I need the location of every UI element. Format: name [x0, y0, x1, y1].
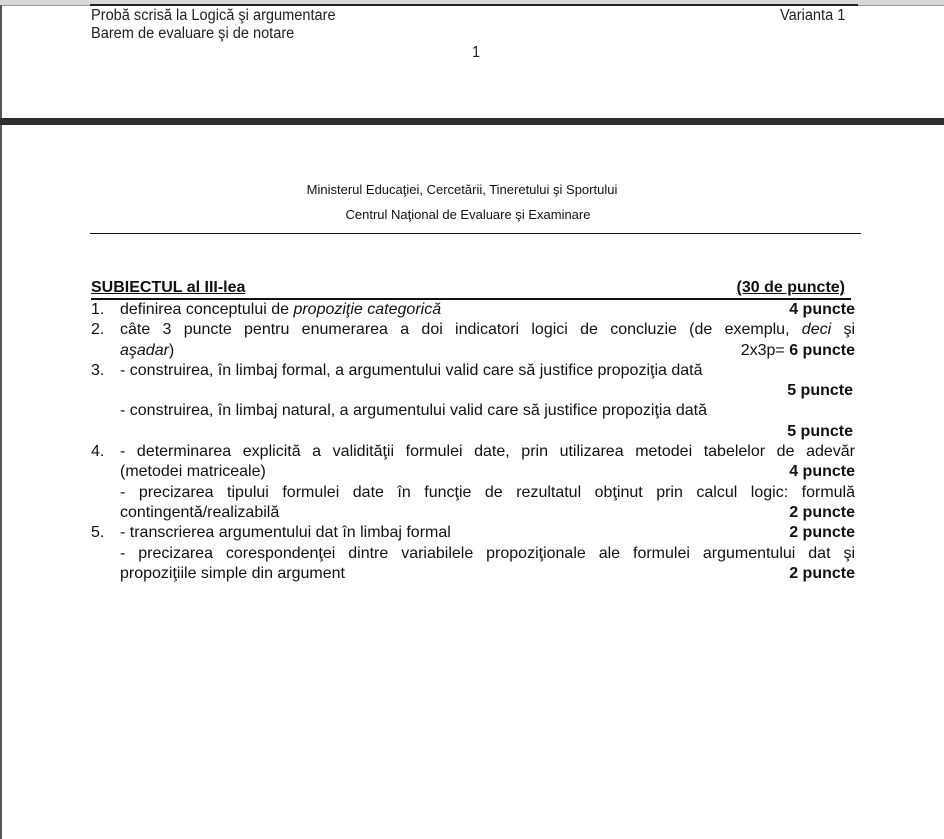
item-subtext-cont: (metodei matriceale): [120, 463, 266, 481]
item-subtext: - transcrierea argumentului dat în limbaj formal: [120, 524, 451, 542]
item-number: 5.: [91, 524, 105, 542]
exam-title: Probă scrisă la Logică şi argumentare: [91, 7, 336, 24]
item-subtext-cont: contingentă/realizabilă: [120, 503, 280, 521]
item-subtext: - construirea, în limbaj natural, a argumentului valid care să justifice propoziţia dată: [120, 402, 707, 420]
page-number: 1: [472, 44, 481, 61]
header-rule: [90, 4, 858, 6]
exam-subtitle: Barem de evaluare şi de notare: [91, 25, 295, 42]
item-subtext: - construirea, în limbaj formal, a argumentului valid care să justifice propoziţia dată: [120, 361, 703, 379]
item-points: 2 puncte: [789, 503, 855, 521]
item-points: 2x3p= 6 puncte: [740, 341, 855, 359]
item-points: 5 puncte: [787, 422, 853, 440]
grading-item-2: [91, 320, 858, 361]
ministry-name: Ministerul Educaţiei, Cercetării, Tineretului şi Sportului: [306, 182, 618, 197]
item-subtext: - determinarea explicită a validităţii formulei date, prin utilizarea metodei tabelelor de adevăr: [120, 443, 855, 461]
item-points: 4 puncte: [789, 463, 855, 481]
item-subtext-cont: propoziţiile simple din argument: [120, 564, 345, 582]
grading-item-4: [91, 442, 858, 523]
grading-content: [91, 278, 858, 584]
item-number: 2.: [91, 321, 105, 339]
item-points: 2 puncte: [789, 564, 855, 582]
grading-item-3: [91, 361, 858, 442]
item-number: 1.: [91, 301, 105, 318]
section-points: (30 de puncte): [736, 279, 845, 296]
item-text-line2: aşadar): [120, 341, 175, 359]
institution-rule: [90, 233, 861, 234]
item-points: 4 puncte: [789, 301, 855, 318]
item-subtext: - precizarea tipului formulei date în funcţie de rezultatul obţinut prin calcul logic: formulă: [120, 483, 855, 501]
page-left-border: [0, 5, 2, 839]
section-title: SUBIECTUL al III-lea: [91, 279, 246, 296]
variant-label: Varianta 1: [780, 7, 846, 24]
page-separator: [0, 118, 944, 125]
item-number: 3.: [91, 361, 105, 379]
item-points: 2 puncte: [789, 524, 855, 542]
section-header: [91, 278, 851, 300]
item-points: 5 puncte: [787, 382, 853, 400]
item-text-line1: câte 3 puncte pentru enumerarea a doi indicatori logici de concluzie (de exemplu, deci şi: [120, 321, 855, 339]
grading-item-1: [91, 300, 858, 320]
grading-item-5: [91, 523, 858, 584]
evaluation-center-name: Centrul Naţional de Evaluare şi Examinare: [345, 207, 591, 222]
item-text: definirea conceptului de propoziţie categorică: [120, 301, 442, 318]
item-subtext: - precizarea corespondenţei dintre variabilele propoziţionale ale formulei argumentului dat şi: [120, 544, 855, 562]
item-number: 4.: [91, 443, 105, 461]
